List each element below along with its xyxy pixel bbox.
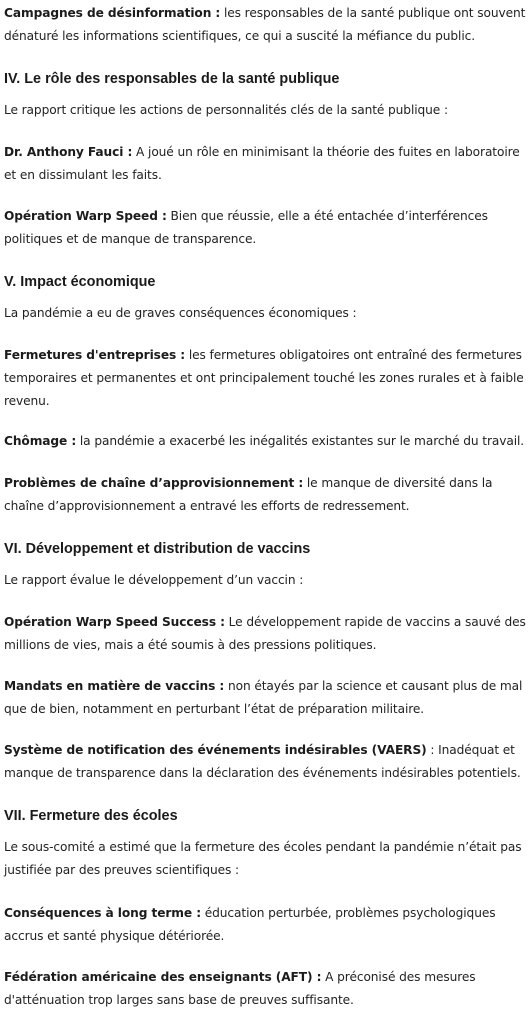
section-heading-v: V. Impact économique	[4, 274, 156, 290]
section-lead-v: La pandémie a eu de graves conséquences économiques :	[4, 306, 357, 320]
paragraph-disinformation	[4, 2, 526, 48]
paragraph-long-term	[4, 902, 526, 948]
term-description: les fermetures obligatoires ont entraîné des fermetures temporaires et permanentes et ont principalement touché les zones rurales et à faible revenu.	[4, 348, 524, 408]
section-lead-iv: Le rapport critique les actions de personnalités clés de la santé publique :	[4, 103, 448, 117]
term-label: Opération Warp Speed :	[4, 209, 167, 223]
term-description: A joué un rôle en minimisant la théorie des fuites en laboratoire et en dissimulant les faits.	[4, 145, 520, 182]
paragraph-warp-speed-success	[4, 611, 526, 657]
section-lead-vii: Le sous-comité a estimé que la fermeture des écoles pendant la pandémie n’était pas justifiée par des preuves scientifiques :	[4, 840, 522, 877]
paragraph-unemployment	[4, 430, 526, 453]
term-label: Campagnes de désinformation :	[4, 6, 221, 20]
section-heading-iv: IV. Le rôle des responsables de la santé publique	[4, 71, 340, 87]
paragraph-aft	[4, 966, 526, 1012]
term-description: éducation perturbée, problèmes psychologiques accrus et santé physique détériorée.	[4, 906, 496, 943]
term-description: A préconisé des mesures d'atténuation trop larges sans base de preuves suffisante.	[4, 970, 476, 1007]
term-description: : Inadéquat et manque de transparence dans la déclaration des événements indésirables potentiels.	[4, 743, 521, 780]
section-heading-vii: VII. Fermeture des écoles	[4, 808, 178, 824]
term-label: Problèmes de chaîne d’approvisionnement :	[4, 476, 304, 490]
term-description: non étayés par la science et causant plus de mal que de bien, notamment en perturbant l’état de préparation militaire.	[4, 679, 523, 716]
term-description: les responsables de la santé publique ont souvent dénaturé les informations scientifiques, ce qui a suscité la méfiance du public.	[4, 6, 526, 43]
term-label: Conséquences à long terme :	[4, 906, 201, 920]
term-label: Chômage :	[4, 434, 77, 448]
paragraph-vaers	[4, 739, 526, 785]
section-lead-vi: Le rapport évalue le développement d’un vaccin :	[4, 573, 304, 587]
term-label: Système de notification des événements indésirables (VAERS)	[4, 743, 427, 757]
term-description: le manque de diversité dans la chaîne d’approvisionnement a entravé les efforts de redressement.	[4, 476, 493, 513]
term-description: Le développement rapide de vaccins a sauvé des millions de vies, mais a été soumis à des pressions politiques.	[4, 615, 526, 652]
section-heading-vi: VI. Développement et distribution de vaccins	[4, 541, 311, 557]
paragraph-fauci	[4, 141, 526, 187]
term-label: Opération Warp Speed Success :	[4, 615, 225, 629]
term-label: Fédération américaine des enseignants (AFT) :	[4, 970, 322, 984]
paragraph-business-closures	[4, 344, 526, 413]
term-description: Bien que réussie, elle a été entachée d’interférences politiques et de manque de transparence.	[4, 209, 488, 246]
term-label: Mandats en matière de vaccins :	[4, 679, 225, 693]
paragraph-warp-speed	[4, 205, 526, 251]
term-description: la pandémie a exacerbé les inégalités existantes sur le marché du travail.	[76, 434, 525, 448]
term-label: Dr. Anthony Fauci :	[4, 145, 133, 159]
term-label: Fermetures d'entreprises :	[4, 348, 186, 362]
paragraph-supply-chain	[4, 472, 526, 518]
paragraph-vaccine-mandates	[4, 675, 526, 721]
